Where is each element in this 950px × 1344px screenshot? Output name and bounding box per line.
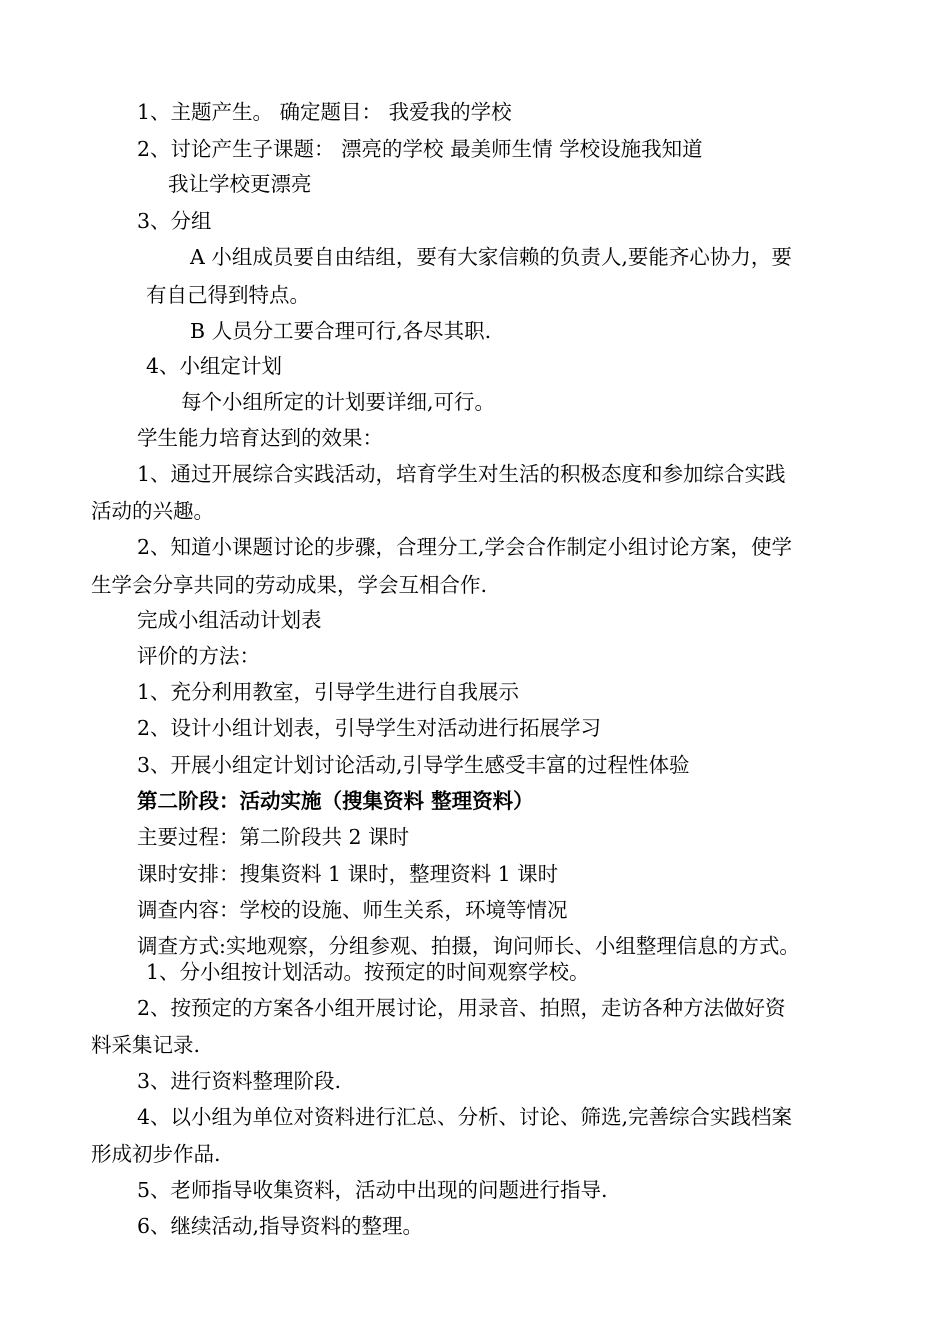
line-step-5: 5、老师指导收集资料，活动中出现的问题进行指导.: [137, 1178, 608, 1202]
line-survey-content: 调查内容：学校的设施、师生关系，环境等情况: [137, 898, 568, 922]
line-grouping: 3、分组: [137, 209, 212, 233]
line-eval-1: 1、充分利用教室，引导学生进行自我展示: [137, 680, 520, 704]
line-eval-heading: 评价的方法：: [137, 644, 260, 668]
line-plan-detail: 每个小组所定的计划要详细,可行。: [181, 390, 496, 414]
section-heading-stage-two: 第二阶段：活动实施（搜集资料 整理资料）: [137, 789, 534, 813]
line-subtopics-cont: 我让学校更漂亮: [168, 172, 312, 196]
line-effect-1-cont: 活动的兴趣。: [91, 499, 214, 523]
line-survey-method: 调查方式:实地观察，分组参观、拍摄，询问师长、小组整理信息的方式。: [137, 934, 800, 958]
line-eval-3: 3、开展小组定计划讨论活动,引导学生感受丰富的过程性体验: [137, 753, 690, 777]
line-plan-table: 完成小组活动计划表: [137, 608, 322, 632]
line-step-2: 2、按预定的方案各小组开展讨论，用录音、拍照，走访各种方法做好资: [137, 996, 786, 1020]
line-schedule: 课时安排：搜集资料 1 课时，整理资料 1 课时: [137, 862, 559, 886]
line-main-process: 主要过程：第二阶段共 2 课时: [137, 825, 410, 849]
line-effect-1: 1、通过开展综合实践活动，培育学生对生活的积极态度和参加综合实践: [137, 462, 786, 486]
line-step-6: 6、继续活动,指导资料的整理。: [137, 1214, 424, 1238]
line-effects-heading: 学生能力培育达到的效果：: [137, 426, 383, 450]
line-effect-2: 2、知道小课题讨论的步骤，合理分工,学会合作制定小组讨论方案，使学: [137, 535, 793, 559]
line-eval-2: 2、设计小组计划表，引导学生对活动进行拓展学习: [137, 716, 602, 740]
line-step-2-cont: 料采集记录.: [91, 1033, 201, 1057]
line-step-4-cont: 形成初步作品.: [91, 1142, 221, 1166]
line-effect-2-cont: 生学会分享共同的劳动成果，学会互相合作.: [91, 573, 488, 597]
line-group-a-cont: 有自己得到特点。: [146, 283, 310, 307]
line-group-b: B 人员分工要合理可行,各尽其职.: [190, 319, 492, 343]
line-plan: 4、小组定计划: [146, 354, 283, 378]
line-step-1: 1、分小组按计划活动。按预定的时间观察学校。: [146, 960, 590, 984]
line-step-3: 3、进行资料整理阶段.: [137, 1069, 342, 1093]
line-step-4: 4、以小组为单位对资料进行汇总、分析、讨论、筛选,完善综合实践档案: [137, 1105, 793, 1129]
line-topic: 1、主题产生。 确定题目： 我爱我的学校: [137, 100, 512, 124]
line-subtopics: 2、讨论产生子课题： 漂亮的学校 最美师生情 学校设施我知道: [137, 137, 703, 161]
line-group-a: A 小组成员要自由结组，要有大家信赖的负责人,要能齐心协力，要: [190, 245, 792, 269]
